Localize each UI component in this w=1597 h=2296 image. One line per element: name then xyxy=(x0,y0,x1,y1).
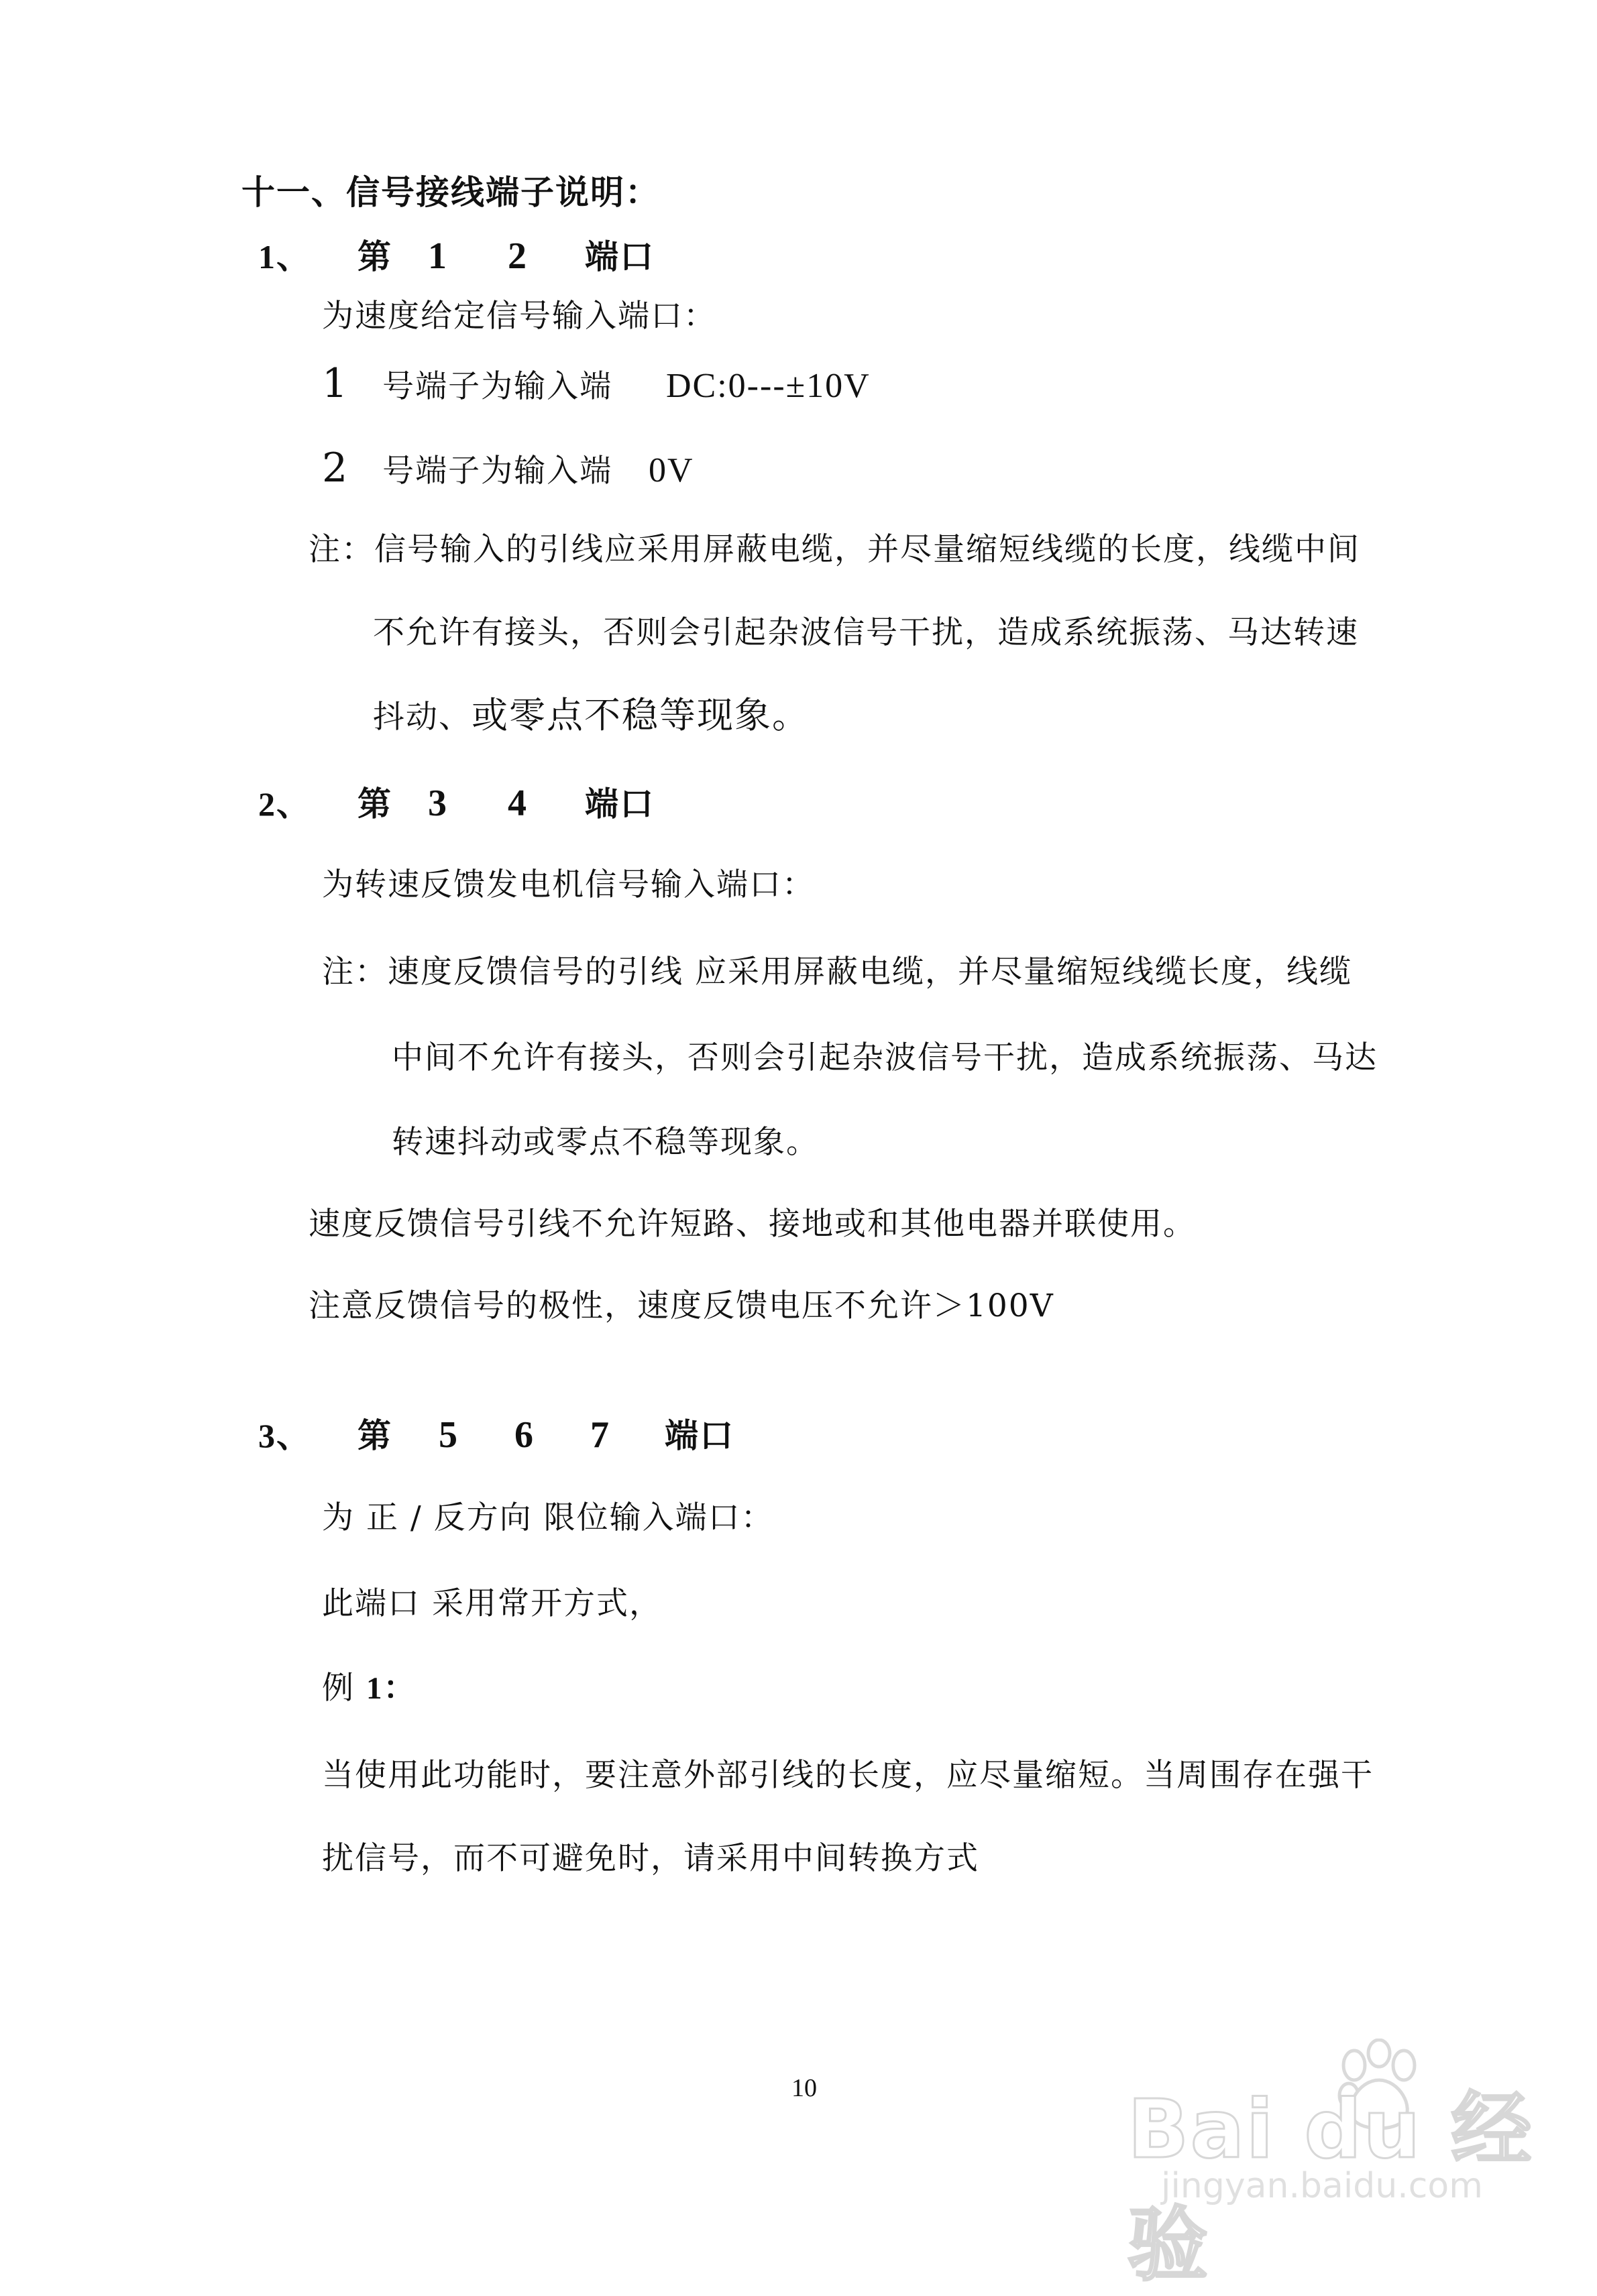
item2-n1: 3 xyxy=(428,783,448,824)
item2-note-line-3: 转速抖动或零点不稳等现象。 xyxy=(392,1124,819,1161)
item3-text-line-1: 当使用此功能时，要注意外部引线的长度，应尽量缩短。当周围存在强干 xyxy=(322,1757,1374,1794)
item1-terminal-2 xyxy=(322,445,694,492)
item2-line-4: 速度反馈信号引线不允许短路、接地或和其他电器并联使用。 xyxy=(309,1206,1196,1243)
watermark-url: jingyan.baidu.com xyxy=(1161,2166,1483,2206)
item3-port: 端口 xyxy=(665,1417,734,1454)
page-number: 10 xyxy=(791,2074,817,2102)
item2-note-line-2: 中间不允许有接头，否则会引起杂波信号干扰，造成系统振荡、马达 xyxy=(392,1039,1378,1076)
item2-line-5: 注意反馈信号的极性，速度反馈电压不允许＞100V xyxy=(309,1287,1054,1324)
item1-t2-text: 号端子为输入端 xyxy=(382,453,613,490)
item1-t1-text: 号端子为输入端 xyxy=(382,368,613,405)
item2-di: 第 xyxy=(357,785,392,823)
item1-note-line-1: 注：信号输入的引线应采用屏蔽电缆，并尽量缩短线缆的长度，线缆中间 xyxy=(309,531,1360,568)
item3-text-line-2: 扰信号，而不可避免时，请采用中间转换方式 xyxy=(322,1840,979,1877)
item3-example-label: 例 xyxy=(322,1670,355,1707)
section-title: 十一、信号接线端子说明： xyxy=(241,173,660,212)
item1-heading xyxy=(258,237,655,275)
item2-note-line-1: 注：速度反馈信号的引线 应采用屏蔽电缆，并尽量缩短线缆长度，线缆 xyxy=(322,954,1352,990)
item1-di: 第 xyxy=(357,238,392,276)
item2-n2: 4 xyxy=(508,783,528,824)
item1-t2-val: 0V xyxy=(649,451,694,490)
item3-heading xyxy=(258,1416,734,1454)
item1-t2-num: 2 xyxy=(322,445,349,492)
item1-t1-num: 1 xyxy=(322,360,349,407)
item3-n1: 5 xyxy=(439,1414,459,1456)
item3-n2: 6 xyxy=(514,1414,535,1456)
item3-desc: 为 正 / 反方向 限位输入端口： xyxy=(322,1499,774,1536)
item3-example xyxy=(322,1672,416,1705)
item3-mode: 此端口 采用常开方式， xyxy=(322,1585,662,1622)
item1-note-l3a: 抖动、 xyxy=(373,699,472,736)
item2-heading xyxy=(258,785,655,822)
item1-index: 1、 xyxy=(258,238,311,276)
baidu-watermark xyxy=(1127,2039,1557,2292)
item3-index: 3、 xyxy=(258,1417,311,1454)
item1-n2: 2 xyxy=(508,235,528,277)
item2-index: 2、 xyxy=(258,785,311,823)
item1-t1-val: DC:0---±10V xyxy=(666,367,871,405)
item2-port: 端口 xyxy=(585,785,655,823)
item1-terminal-1 xyxy=(322,360,871,407)
item2-desc: 为转速反馈发电机信号输入端口： xyxy=(322,866,815,903)
item3-n3: 7 xyxy=(590,1414,610,1456)
item1-n1: 1 xyxy=(428,235,448,277)
item1-note-l3b: 或零点不稳等现象。 xyxy=(472,694,810,736)
item1-port: 端口 xyxy=(585,238,655,276)
item1-desc: 为速度给定信号输入端口： xyxy=(322,298,716,335)
item3-di: 第 xyxy=(357,1417,392,1454)
watermark-brand: Bai du 经验 xyxy=(1127,2083,1533,2292)
item3-example-num: 1： xyxy=(366,1671,417,1706)
item1-note-line-2: 不允许有接头，否则会引起杂波信号干扰，造成系统振荡、马达转速 xyxy=(373,614,1359,651)
item1-note-line-3 xyxy=(373,694,810,736)
